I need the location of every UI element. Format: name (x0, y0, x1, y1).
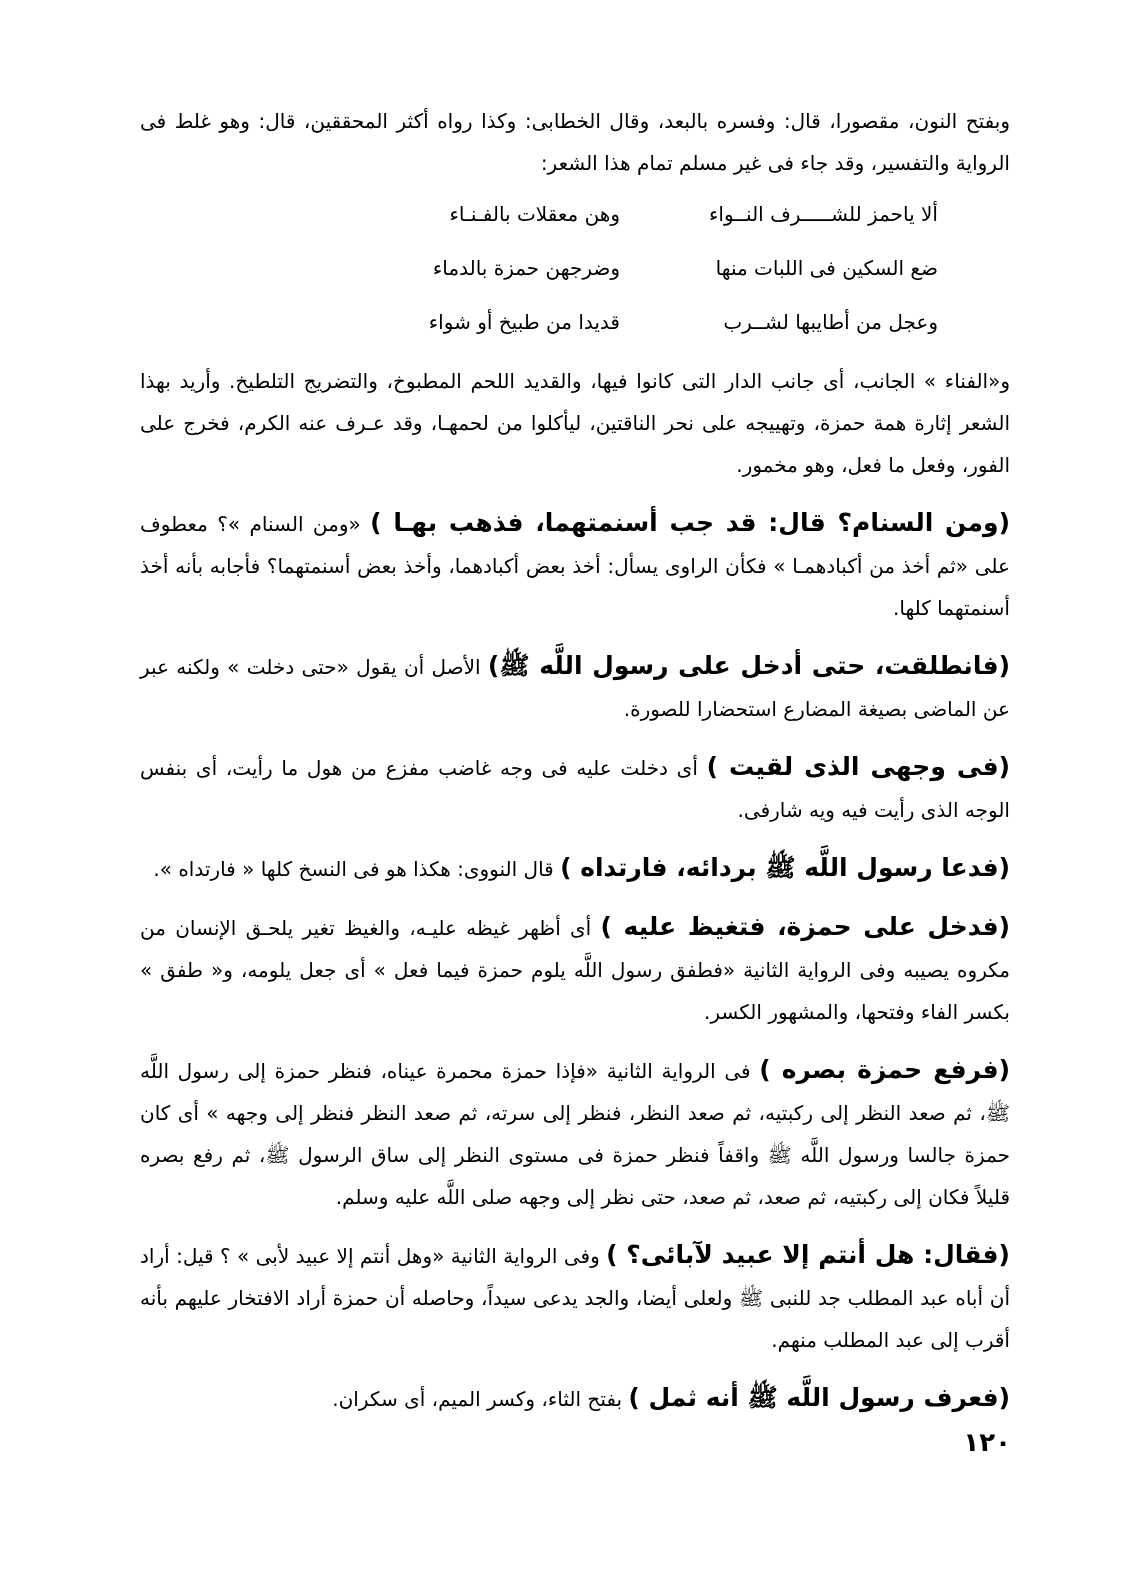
commentary-entry (140, 1234, 1010, 1361)
poem-verse (140, 248, 1010, 302)
commentary-entry (140, 1049, 1010, 1218)
hadith-lemma: (فانطلقت، حتى أدخل على رسول اللَّه ﷺ) (487, 651, 1010, 680)
commentary-text: الأصل أن يقول «حتى دخلت » ولكنه عبر عن الماضى بصيغة المضارع استحضارا للصورة. (140, 655, 1010, 721)
commentary-text: وفى الرواية الثانية «وهل أنتم إلا عبيد لأبى » ؟ قيل: أراد أن أباه عبد المطلب جد للنبى ﷺ ولعلى أيضا، والجد يدعى سيداً، وحاصله أن حمزة أراد الافتخار عليهم بأنه أقرب إلى عبد المطلب منهم. (140, 1244, 1010, 1352)
intro-line-2: فى الرواية والتفسير، وقد جاء فى غير مسلم تمام هذا الشعر: (140, 109, 1010, 175)
poem-verse (140, 302, 1010, 356)
poem-verse (140, 194, 1010, 248)
page-number: ١٢٠ (963, 1428, 1011, 1458)
hadith-lemma: (فقال: هل أنتم إلا عبيد لآبائى؟ ) (606, 1240, 1010, 1269)
page-body (140, 100, 1010, 1436)
commentary-entry (140, 1377, 1010, 1420)
commentary-text: بفتح الثاء، وكسر الميم، أى سكران. (332, 1387, 629, 1411)
commentary-text: أى أظهر غيظه عليـه، والغيظ تغير يلحـق الإنسان من مكروه يصيبه وفى الرواية الثانية «فطفق رسول اللَّه يلوم حمزة فيما فعل » أى جعل يلومه، و« طفق » بكسر الفاء وفتحها، والمشهور الكسر. (140, 916, 1010, 1024)
verse-first-hemistich: ضع السكين فى اللبات منها (715, 256, 938, 280)
verse-first-hemistich: وعجل من أطايبها لشــرب (723, 310, 938, 334)
verse-second-hemistich: قديدا من طبيخ أو شواء (428, 310, 620, 334)
commentary-text: قال النووى: هكذا هو فى النسخ كلها « فارتداه ». (153, 857, 561, 881)
commentary-entry (140, 847, 1010, 890)
commentary-entry (140, 502, 1010, 629)
hadith-lemma: (فعرف رسول اللَّه ﷺ أنه ثمل ) (628, 1383, 1010, 1412)
poem (140, 194, 1010, 356)
verse-first-hemistich: ألا ياحمز للشـــــرف النــواء (709, 202, 938, 226)
commentary-entry (140, 645, 1010, 730)
hadith-lemma: (فدخل على حمزة، فتغيظ عليه ) (600, 912, 1011, 941)
hadith-lemma: (فدعا رسول اللَّه ﷺ بردائه، فارتداه ) (560, 853, 1010, 882)
commentary-text: أى دخلت عليه فى وجه غاضب مفزع من هول ما رأيت، أى بنفس الوجه الذى رأيت فيه ويه شارفى. (140, 756, 1010, 822)
explanation-paragraph: و«الفناء » الجانب، أى جانب الدار التى كانوا فيها، والقديد اللحم المطبوخ، والتضريج التلطيخ. وأريد بهذا الشعر إثارة همة حمزة، وتهييجه على نحر الناقتين، ليأكلوا من لحمهـا، وقد عـرف عنه الكرم، فخرج على الفور، وفعل ما فعل، وهو مخمور. (140, 369, 1010, 477)
hadith-lemma: (ومن السنام؟ قال: قد جب أسنمتهما، فذهب بهـا ) (370, 508, 1010, 537)
verse-second-hemistich: وضرجهن حمزة بالدماء (432, 256, 620, 280)
verse-second-hemistich: وهن معقلات بالفـنـاء (449, 202, 620, 226)
hadith-lemma: (فى وجهى الذى لقيت ) (706, 752, 1010, 781)
intro-line-1: وبفتح النون، مقصورا، قال: وفسره بالبعد، وقال الخطابى: وكذا رواه أكثر المحققين، قال: وهو غلط (174, 109, 1011, 133)
commentary-text: فى الرواية الثانية «فإذا حمزة محمرة عيناه، فنظر حمزة إلى رسول اللَّه ﷺ، ثم صعد النظر إلى ركبتيه، ثم صعد النظر، فنظر إلى سرته، ثم صعد النظر فنظر إلى وجهه » أى كان حمزة جالسا ورسول اللَّه ﷺ واقفاً فنظر حمزة فى مستوى النظر إلى ساق الرسول ﷺ، ثم رفع بصره قليلاً فكان إلى ركبتيه، ثم صعد، ثم صعد، حتى نظر إلى وجهه صلى اللَّه عليه وسلم. (140, 1059, 1010, 1209)
commentary-entry (140, 906, 1010, 1033)
commentary-text: «ومن السنام »؟ معطوف على «ثم أخذ من أكبادهمـا » فكأن الراوى يسأل: أخذ بعض أكبادهما، وأخذ بعض أسنمتهما؟ فأجابه بأنه أخذ أسنمتهما كلها. (140, 512, 1010, 620)
hadith-lemma: (فرفع حمزة بصره ) (759, 1055, 1010, 1084)
commentary-entry (140, 746, 1010, 831)
intro-paragraph (140, 100, 1010, 184)
